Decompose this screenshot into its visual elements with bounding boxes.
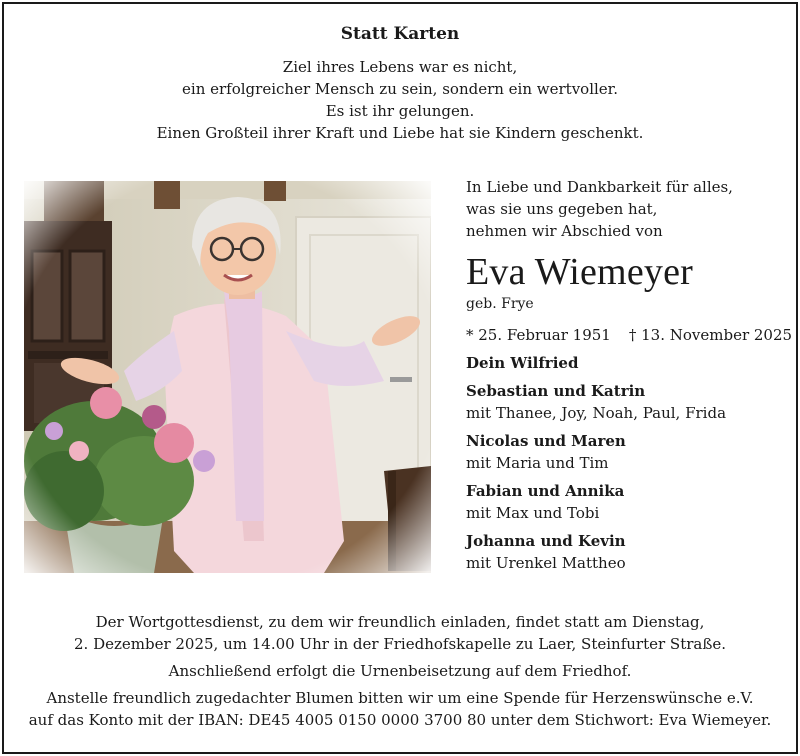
donation-info bbox=[0, 687, 800, 731]
family-name: Johanna und Kevin bbox=[466, 532, 626, 550]
family-name: Nicolas und Maren bbox=[466, 432, 626, 450]
poem-line: ein erfolgreicher Mensch zu sein, sondern ein wertvoller. bbox=[182, 80, 618, 98]
family-name: Sebastian und Katrin bbox=[466, 382, 646, 400]
notice-text bbox=[466, 176, 793, 580]
donation-line: Anstelle freundlich zugedachter Blumen bitten wir um eine Spende für Herzenswünsche e.V. bbox=[46, 689, 754, 707]
family-name: Dein Wilfried bbox=[466, 354, 579, 372]
service-info bbox=[0, 611, 800, 655]
service-line: 2. Dezember 2025, um 14.00 Uhr in der Friedhofskapelle zu Laer, Steinfurter Straße. bbox=[73, 635, 727, 653]
poem bbox=[0, 56, 800, 144]
family-group bbox=[466, 480, 786, 524]
donation-line: auf das Konto mit der IBAN: DE45 4005 0150 0000 3700 80 unter dem Stichwort: Eva Wiemeyer. bbox=[28, 711, 772, 729]
family-children: mit Urenkel Mattheo bbox=[466, 554, 626, 572]
footer bbox=[0, 611, 800, 736]
life-dates bbox=[466, 326, 793, 344]
poem-line: Es ist ihr gelungen. bbox=[325, 102, 475, 120]
intro-line: In Liebe und Dankbarkeit für alles, bbox=[466, 178, 733, 196]
portrait-photo bbox=[24, 181, 431, 573]
family-group bbox=[466, 530, 786, 574]
intro-line: was sie uns gegeben hat, bbox=[466, 200, 658, 218]
poem-line: Ziel ihres Lebens war es nicht, bbox=[282, 58, 518, 76]
deceased-name: Eva Wiemeyer bbox=[466, 251, 694, 293]
family-group bbox=[466, 352, 786, 374]
burial-info bbox=[0, 660, 800, 682]
intro-text bbox=[466, 176, 786, 242]
family-list bbox=[466, 352, 786, 574]
family-children: mit Maria und Tim bbox=[466, 454, 609, 472]
header-title: Statt Karten bbox=[340, 24, 460, 44]
birth-date: * 25. Februar 1951 bbox=[466, 326, 611, 344]
intro-line: nehmen wir Abschied von bbox=[466, 222, 663, 240]
family-name: Fabian und Annika bbox=[466, 482, 625, 500]
family-children: mit Thanee, Joy, Noah, Paul, Frida bbox=[466, 404, 727, 422]
birth-name: geb. Frye bbox=[466, 296, 534, 312]
family-children: mit Max und Tobi bbox=[466, 504, 600, 522]
poem-line: Einen Großteil ihrer Kraft und Liebe hat sie Kindern geschenkt. bbox=[156, 124, 644, 142]
family-group bbox=[466, 380, 786, 424]
burial-line: Anschließend erfolgt die Urnenbeisetzung auf dem Friedhof. bbox=[168, 662, 632, 680]
family-group bbox=[466, 430, 786, 474]
death-date: † 13. November 2025 bbox=[628, 326, 793, 344]
service-line: Der Wortgottesdienst, zu dem wir freundlich einladen, findet statt am Dienstag, bbox=[95, 613, 705, 631]
